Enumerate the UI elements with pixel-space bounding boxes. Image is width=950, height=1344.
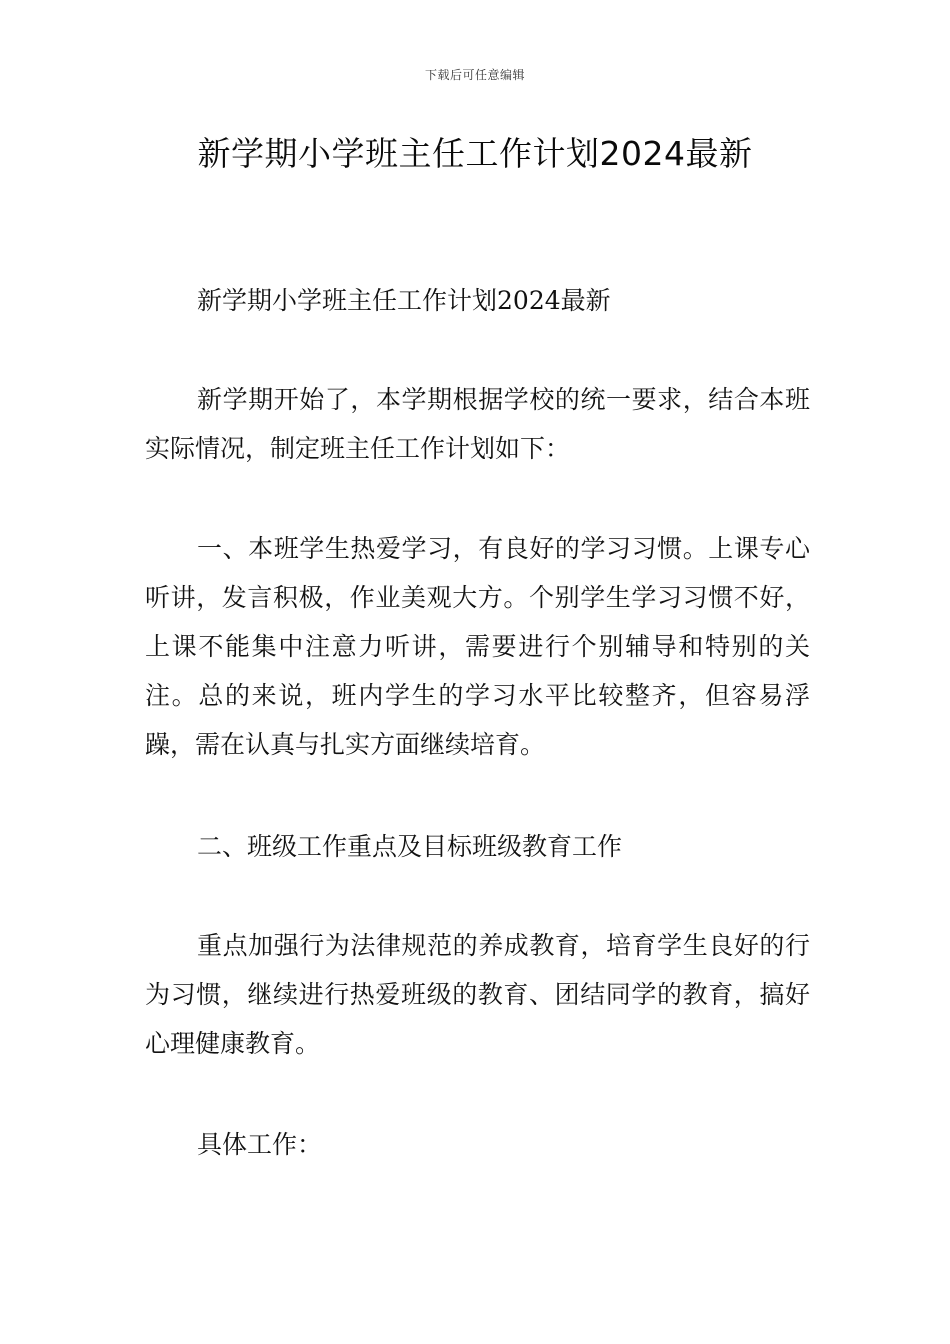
document-title: 新学期小学班主任工作计划2024最新 bbox=[197, 134, 753, 173]
paragraph-section-two-heading: 二、班级工作重点及目标班级教育工作 bbox=[197, 832, 623, 861]
header-note: 下载后可任意编辑 bbox=[424, 68, 525, 82]
paragraph-section-one: 一、本班学生热爱学习，有良好的学习习惯。上课专心听讲，发言积极，作业美观大方。个别学生学习习惯不好，上课不能集中注意力听讲，需要进行个别辅导和特别的关注。总的来说，班内学生的学习水平比较整齐，但容易浮躁，需在认真与扎实方面继续培育。 bbox=[145, 534, 810, 759]
paragraph-intro: 新学期开始了，本学期根据学校的统一要求，结合本班实际情况，制定班主任工作计划如下： bbox=[145, 385, 810, 463]
paragraph-focus: 重点加强行为法律规范的养成教育，培育学生良好的行为习惯，继续进行热爱班级的教育、团结同学的教育，搞好心理健康教育。 bbox=[145, 931, 810, 1058]
paragraph-subtitle: 新学期小学班主任工作计划2024最新 bbox=[197, 286, 611, 315]
paragraph-specific-work: 具体工作： bbox=[197, 1130, 323, 1159]
